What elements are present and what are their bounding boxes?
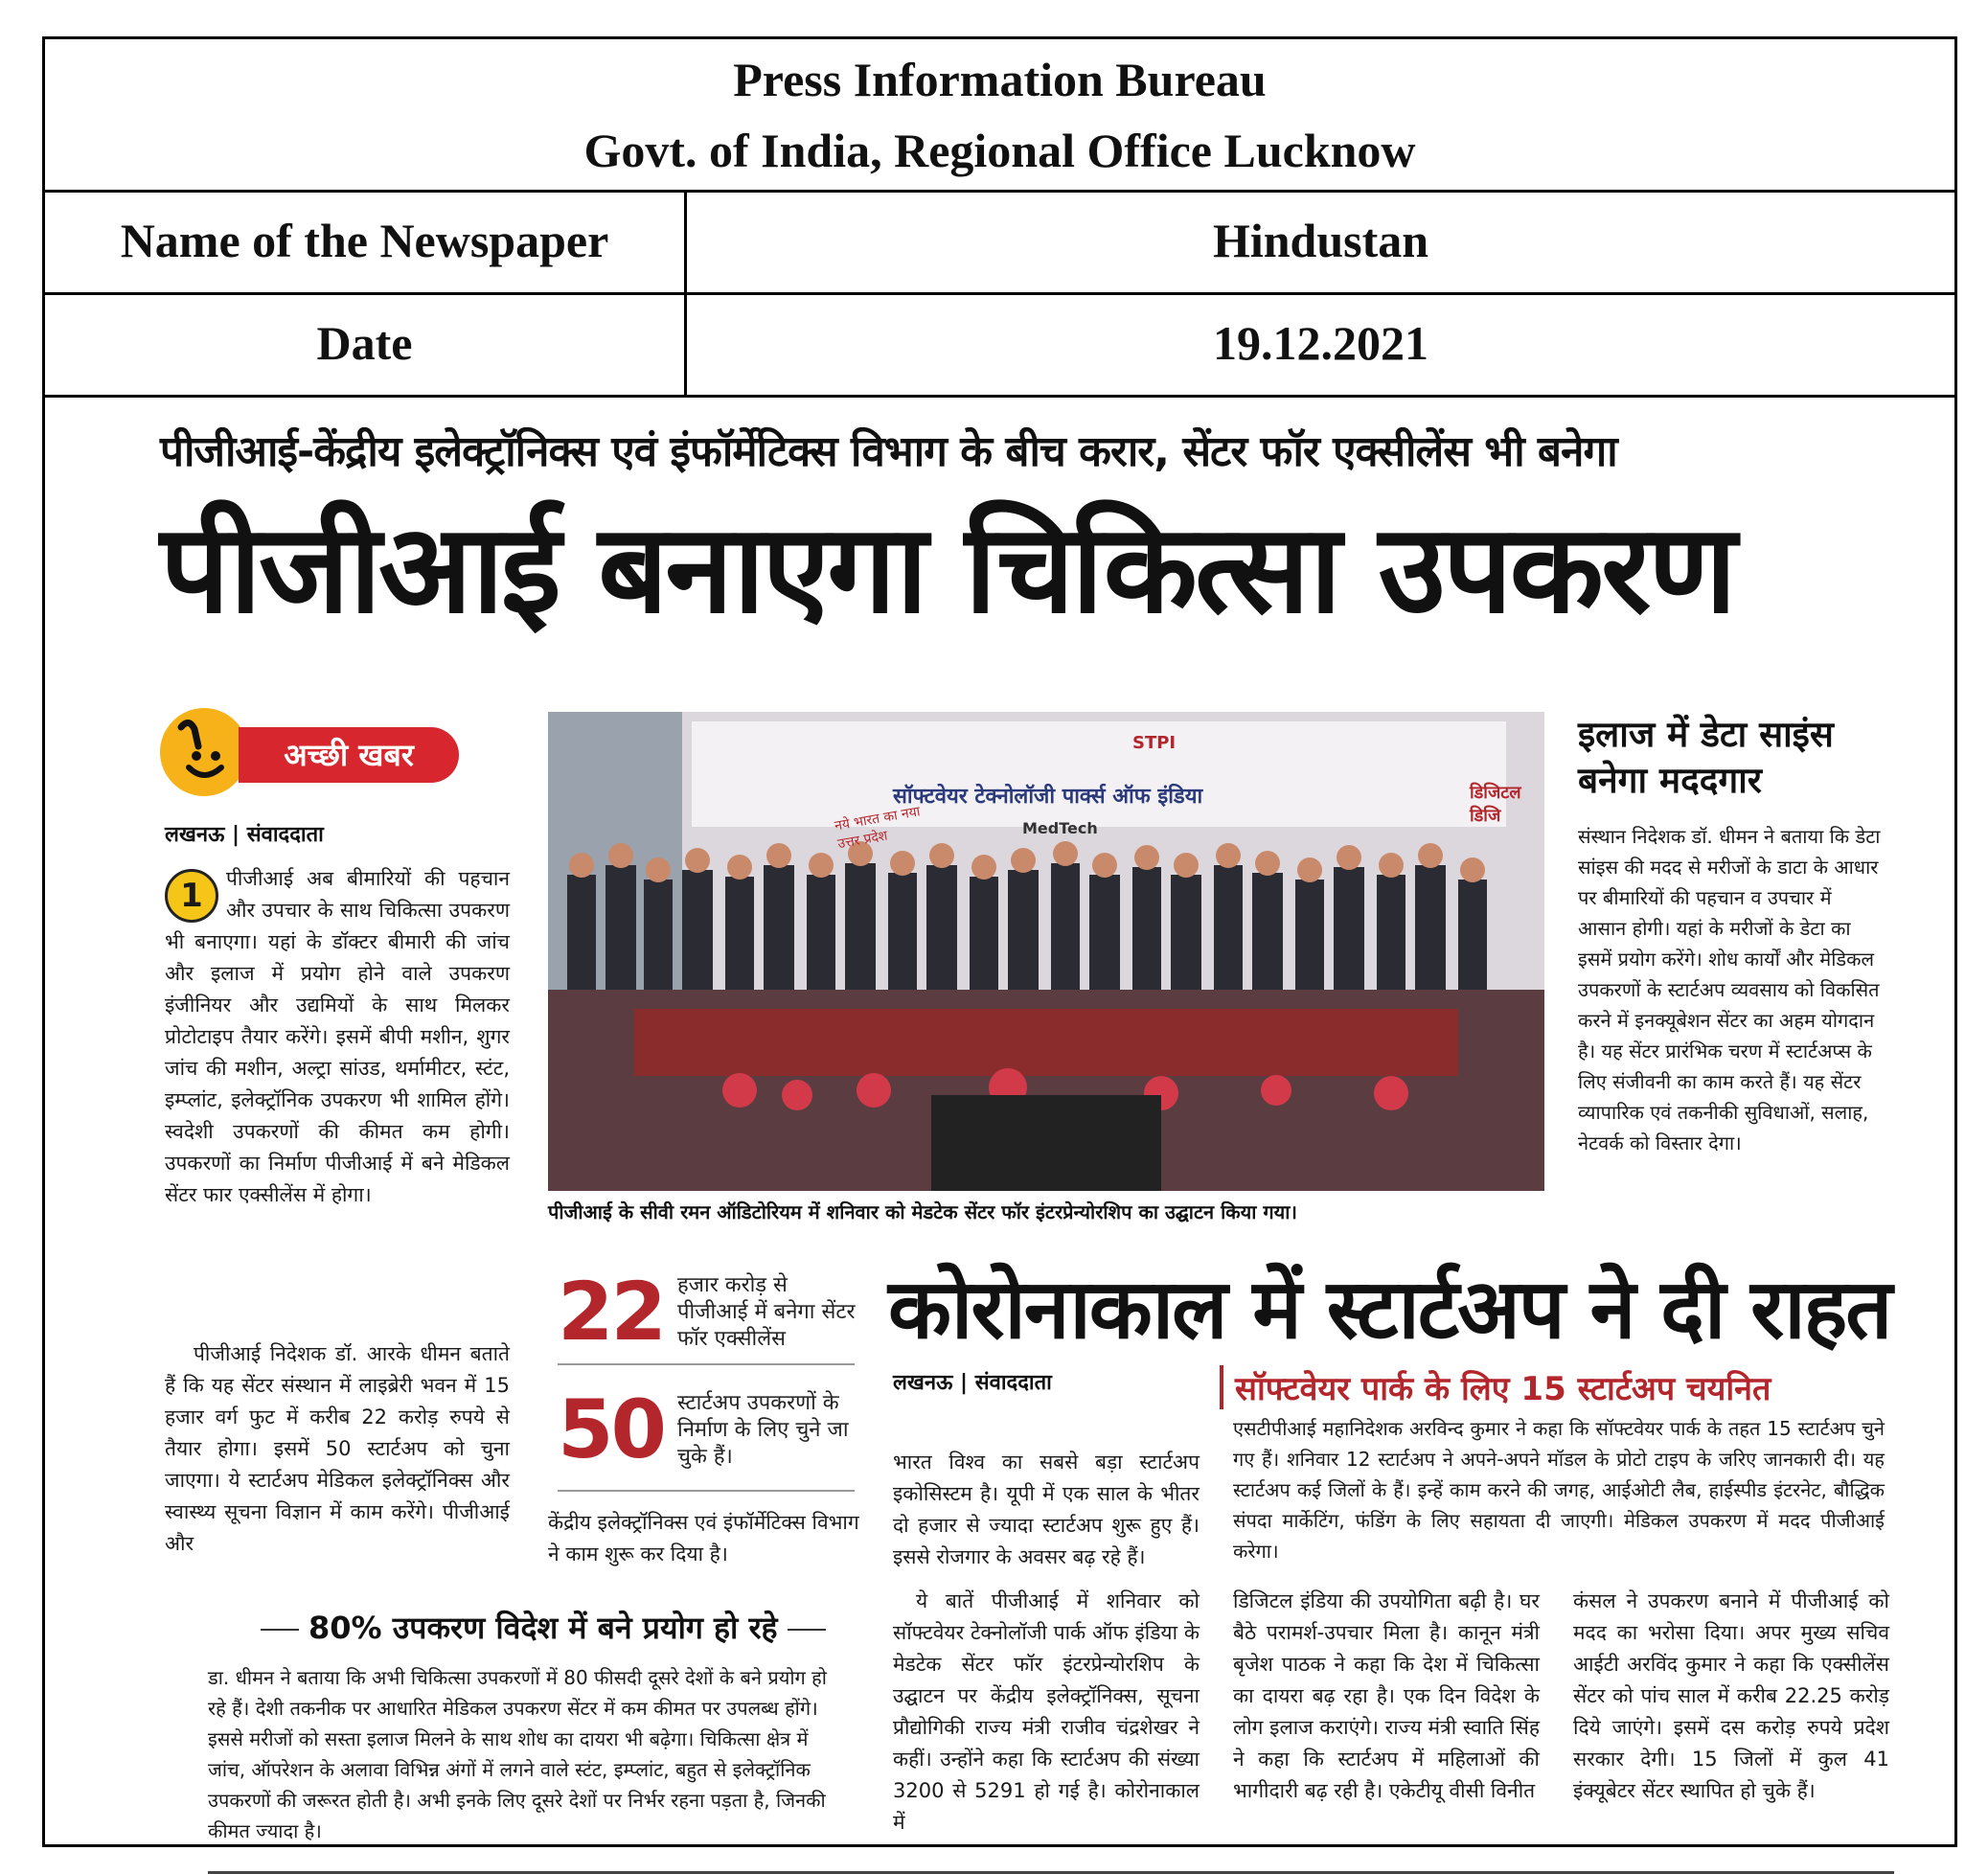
byline-2: लखनऊ | संवाददाता	[893, 1371, 1052, 1395]
good-news-badge	[160, 706, 462, 797]
byline: लखनऊ | संवाददाता	[165, 823, 324, 847]
title-line-2: Govt. of India, Regional Office Lucknow	[583, 124, 1416, 177]
badge-label: अच्छी खबर	[239, 727, 459, 783]
subhead-80-percent	[251, 1607, 826, 1648]
date-value: 19.12.2021	[1213, 316, 1428, 370]
newspaper-label: Name of the Newspaper	[45, 193, 687, 292]
stat-50	[558, 1383, 864, 1476]
stat-22	[558, 1265, 864, 1359]
subhead-80-body: डा. धीमन ने बताया कि अभी चिकित्सा उपकरणों में 80 फीसदी दूसरे देशों के बने प्रयोग हो रहे हैं। देशी तकनीक पर आधारित मेडिकल उपकरण सेंटर में कम कीमत पर उपलब्ध होंगे। इससे मरीजों को सस्ता इलाज मिलने के साथ शोध का दायरा भी बढ़ेगा। चिकित्सा क्षेत्र में जांच, ऑपरेशन के अलावा विभिन्न अंगों में लगने वाले स्टंट, इम्प्लांट, बहुत से इलेक्ट्रॉनिक उपकरणों की जरूरत होती है। अभी इनके लिए दूसरे देशों पर निर्भर रहना पड़ता है, जिनकी कीमत ज्यादा है।	[208, 1666, 827, 1842]
third-headline: सॉफ्टवेयर पार्क के लिए 15 स्टार्टअप चयनित	[1220, 1365, 1906, 1409]
sidebar-heading: इलाज में डेटा साइंस बनेगा मददगार	[1578, 714, 1834, 801]
title-line-1: Press Information Bureau	[733, 53, 1267, 106]
stat-divider	[558, 1363, 855, 1365]
stats-followup: केंद्रीय इलेक्ट्रॉनिक्स एवं इंफॉर्मेटिक्स विभाग ने काम शुरू कर दिया है।	[548, 1511, 859, 1565]
stat-number: 22	[558, 1265, 664, 1359]
para-2: पीजीआई निदेशक डॉ. आरके धीमन बताते हैं कि यह सेंटर संस्थान में लाइब्रेरी भवन में 15 हजार वर्ग फुट में करीब 22 करोड़ रुपये से तैयार होगा। इसमें 50 स्टार्टअप को चुना जाएगा। ये स्टार्टअप मेडिकल इलेक्ट्रॉनिक्स और स्वास्थ्य सूचना विज्ञान में काम करेंगे। पीजीआई और	[165, 1342, 510, 1555]
article-headline: पीजीआई बनाएगा चिकित्सा उपकरण	[160, 498, 1734, 641]
stat-divider	[558, 1490, 855, 1492]
newspaper-clipping	[45, 398, 1954, 1844]
photo-left-sign: नये भारत का नया उत्तर प्रदेश	[833, 804, 922, 853]
photo-medtech-logo: MedTech	[1022, 819, 1098, 837]
photo-stpi-logo: STPI	[1132, 733, 1177, 753]
subhead-80-text: 80% उपकरण विदेश में बने प्रयोग हो रहे	[308, 1610, 778, 1646]
newspaper-row	[45, 193, 1954, 295]
newspaper-value: Hindustan	[1212, 214, 1429, 267]
column-4: कंसल ने उपकरण बनाने में पीजीआई को मदद का भरोसा दिया। अपर मुख्य सचिव आईटी अरविंद कुमार ने कहा कि एक्सीलेंस सेंटर को पांच साल में करीब 22.25 करोड़ दिये जाएंगे। इसमें दस करोड़ रुपये प्रदेश सरकार देगी। 15 जिलों में कुल 41 इंक्यूबेटर सेंटर स्थापित हो चुके हैं।	[1573, 1589, 1889, 1802]
document-frame	[42, 36, 1957, 1847]
header-title	[45, 39, 1954, 193]
third-headline-body: एसटीपीआई महानिदेशक अरविन्द कुमार ने कहा कि सॉफ्टवेयर पार्क के तहत 15 स्टार्टअप चुने गए हैं। शनिवार 12 स्टार्टअप ने अपने-अपने मॉडल के प्रोटो टाइप के जरिए जानकारी दी। यह स्टार्टअप कई जिलों के हैं। इन्हें काम करने की जगह, आईओटी लैब, हाईस्पीड इंटरनेट, बौद्धिक संपदा मार्केटिंग, फंडिंग के लिए सहायता दी जाएगी। मेडिकल उपकरण में मदद पीजीआई करेगा।	[1233, 1417, 1885, 1563]
column-2a: भारत विश्व का सबसे बड़ा स्टार्टअप इकोसिस्टम है। यूपी में एक साल के भीतर दो हजार से ज्यादा स्टार्टअप शुरू हुए हैं। इससे रोजगार के अवसर बढ़ रहे हैं।	[893, 1451, 1200, 1568]
drop-number: 1	[165, 869, 218, 923]
stat-text: स्टार्टअप उपकरणों के निर्माण के लिए चुने जा चुके हैं।	[677, 1391, 849, 1469]
para-1: पीजीआई अब बीमारियों की पहचान और उपचार के साथ चिकित्सा उपकरण भी बनाएगा। यहां के डॉक्टर बीमारी की जांच और इलाज में प्रयोग होने वाले उपकरण इंजीनियर और उद्यमियों के साथ मिलकर प्रोटोटाइप तैयार करेंगे। इसमें बीपी मशीन, शुगर जांच की मशीन, अल्ट्रा सांउड, थर्मामीटर, स्टंट, इम्प्लांट, इलेक्ट्रॉनिक उपकरण भी शामिल होंगे। स्वदेशी उपकरणों की कीमत कम होगी। उपकरणों का निर्माण पीजीआई में बने मेडिकल सेंटर फार एक्सीलेंस में होगा।	[165, 867, 510, 1206]
article-kicker: पीजीआई-केंद्रीय इलेक्ट्रॉनिक्स एवं इंफॉर्मेटिक्स विभाग के बीच करार, सेंटर फॉर एक्सीलेंस भी बनेगा	[160, 427, 1617, 476]
stat-number: 50	[558, 1383, 664, 1476]
stat-text: हजार करोड़ से पीजीआई में बनेगा सेंटर फॉर एक्सीलेंस	[677, 1273, 856, 1351]
photo-banner-text: सॉफ्टवेयर टेक्नोलॉजी पार्क्स ऑफ इंडिया	[893, 785, 1203, 809]
left-column	[165, 863, 510, 1211]
date-label: Date	[45, 295, 687, 395]
sidebar-text: संस्थान निदेशक डॉ. धीमन ने बताया कि डेटा सांइस की मदद से मरीजों के डाटा के आधार पर बीमारियों की पहचान व उपचार में आसान होगी। यहां के मरीजों के डेटा का इसमें प्रयोग करेंगे। शोध कार्यों और मेडिकल उपकरणों के स्टार्टअप व्यवसाय को विकसित करने में इनक्यूबेशन सेंटर का अहम योगदान है। यह सेंटर प्रारंभिक चरण में स्टार्टअप्स के लिए संजीवनी का काम करते हैं। यह सेंटर व्यापारिक एवं तकनीकी सुविधाओं, सलाह, नेटवर्क को विस्तार देगा।	[1578, 825, 1881, 1154]
rule-left	[261, 1629, 299, 1631]
date-row	[45, 295, 1954, 398]
second-headline: कोरोनाकाल में स्टार्टअप ने दी राहत	[888, 1262, 1891, 1358]
photo-right-sign: डिजिटल डिजि	[1470, 783, 1521, 826]
photo-caption: पीजीआई के सीवी रमन ऑडिटोरियम में शनिवार को मेडटेक सेंटर फॉर इंटरप्रेन्योरशिप का उद्घाटन किया गया।	[548, 1200, 1298, 1223]
column-2b: ये बातें पीजीआई में शनिवार को सॉफ्टवेयर टेक्नोलॉजी पार्क ऑफ इंडिया के मेडटेक सेंटर फॉर इंटरप्रेन्योरशिप के उद्घाटन पर केंद्रीय इलेक्ट्रॉनिक्स, सूचना प्रौद्योगिकी राज्य मंत्री राजीव चंद्रशेखर ने कहीं। उन्होंने कहा कि स्टार्टअप की संख्या 3200 से 5291 हो गई है। कोरोनाकाल में	[893, 1589, 1200, 1834]
event-photo	[548, 712, 1544, 1191]
rule-right	[788, 1629, 826, 1631]
column-3: डिजिटल इंडिया की उपयोगिता बढ़ी है। घर बैठे परामर्श-उपचार मिला है। कानून मंत्री बृजेश पाठक ने कहा कि देश में चिकित्सा का दायरा बढ़ रहा है। एक दिन विदेश के लोग इलाज कराएंगे। राज्य मंत्री स्वाति सिंह ने कहा कि स्टार्टअप में महिलाओं की भागीदारी बढ़ रही है। एकेटीयू वीसी विनीत	[1233, 1589, 1540, 1802]
smiley-hand-icon	[160, 708, 248, 796]
